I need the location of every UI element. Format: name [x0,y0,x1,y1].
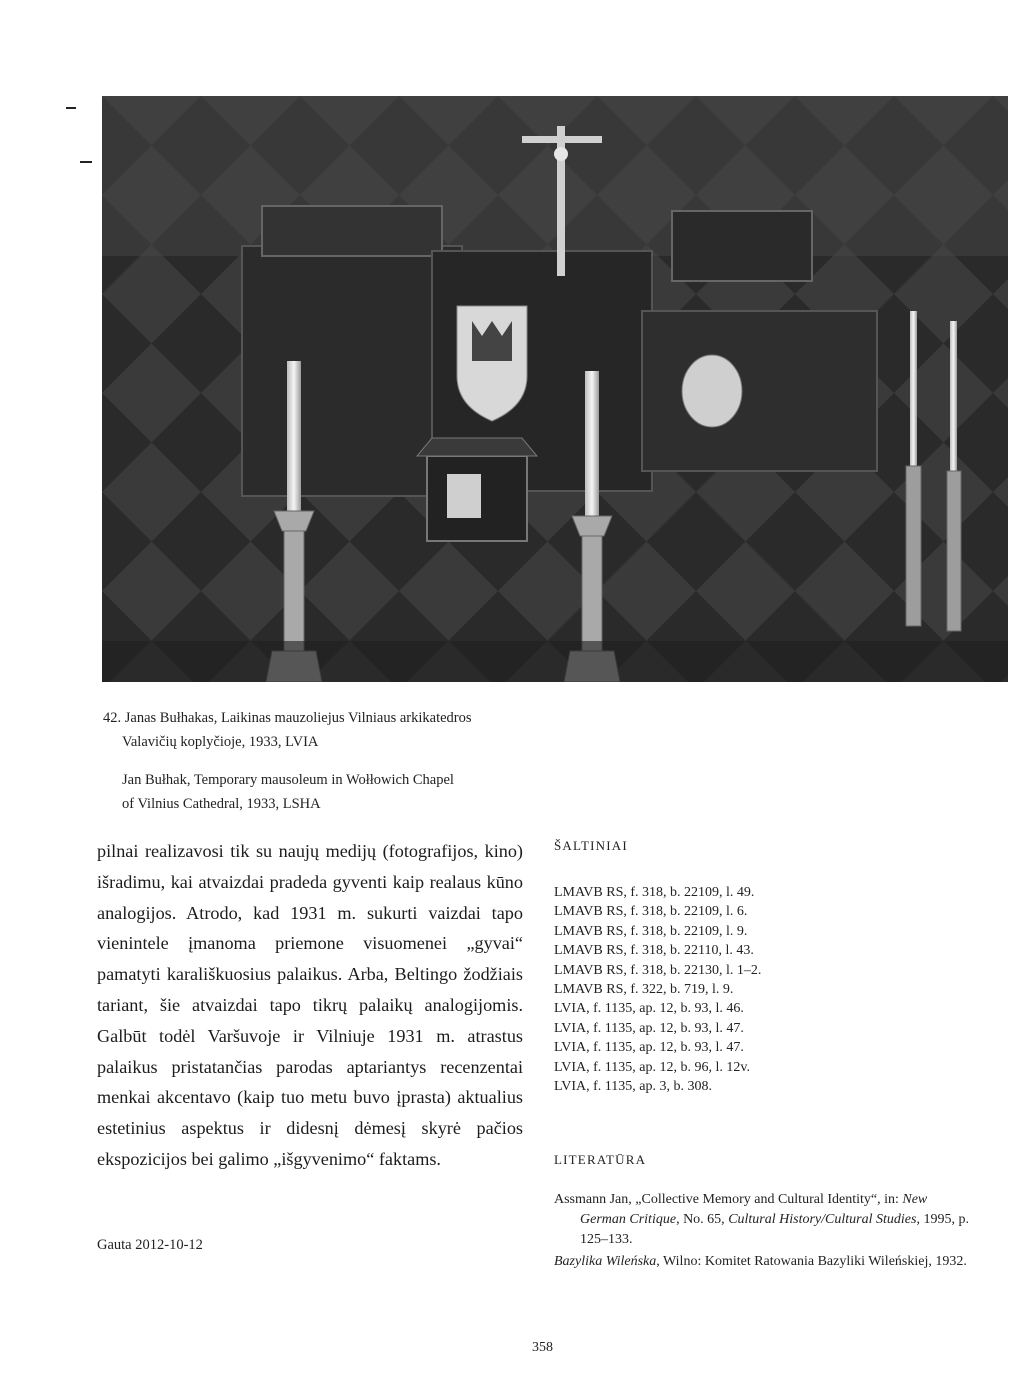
received-date: Gauta 2012-10-12 [97,1237,203,1253]
caption-lt-line-1: 42. Janas Bułhakas, Laikinas mauzoliejus Vilniaus arkikatedros [103,710,472,726]
source-item: LMAVB RS, f. 322, b. 719, l. 9. [554,982,734,998]
page-number: 358 [532,1340,553,1355]
source-item: LVIA, f. 1135, ap. 12, b. 93, l. 47. [554,1020,744,1036]
literature-list [554,1190,974,1274]
lit-title: New German Critique [580,1192,928,1227]
sources-heading: ŠALTINIAI [554,838,628,853]
lit-text: , Wilno: Komitet Ratowania Bazyliki Wileńskiej, 1932. [656,1254,967,1269]
lit-title: Bazylika Wileńska [554,1254,657,1269]
lit-text: , No. 65, [676,1212,729,1227]
literature-heading: LITERATŪRA [554,1152,647,1167]
lit-text: Assmann Jan, „Collective Memory and Cultural Identity“, in: [554,1192,903,1207]
photo-placeholder [102,96,1008,682]
source-item: LMAVB RS, f. 318, b. 22109, l. 6. [554,904,748,920]
literature-item [554,1190,974,1250]
source-item: LVIA, f. 1135, ap. 12, b. 93, l. 47. [554,1040,744,1056]
scan-mark [66,107,76,109]
source-item: LVIA, f. 1135, ap. 12, b. 93, l. 46. [554,1001,744,1017]
source-item: LMAVB RS, f. 318, b. 22109, l. 49. [554,885,755,900]
lit-title: Cultural History/Cultural Studies [728,1212,917,1227]
source-item: LMAVB RS, f. 318, b. 22110, l. 43. [554,943,754,959]
scan-mark [80,161,92,163]
source-item: LVIA, f. 1135, ap. 3, b. 308. [554,1079,713,1095]
caption-en-line-2: of Vilnius Cathedral, 1933, LSHA [122,796,321,812]
body-paragraph: pilnai realizavosi tik su naujų medijų (fotografijos, kino) išradimu, kai atvaizdai pradeda gyventi kaip realaus kūno analogijos. Atrodo, kad 1931 m. sukurti vaizdai tapo vienintele įmanoma priemone visuomenei „gyvai“ pamatyti karališkuosius palaikus. Arba, Beltingo žodžiais tariant, šie atvaizdai tapo tikrų palaikų analogijomis. Galbūt todėl Varšuvoje ir Vilniuje 1931 m. atrastus palaikus pristatančias parodas aptariantys recenzentai menkai akcentavo (kaip tuo metu buvo įprasta) aktualius estetinius aspektus ir didesnį dėmesį skyrė pačios ekspozicijos bei galimo „išgyvenimo“ faktams. [97,841,523,1169]
literature-item [554,1252,974,1272]
lit-text: , 1995, p. 125–133. [580,1212,969,1247]
source-item: LMAVB RS, f. 318, b. 22130, l. 1–2. [554,962,762,978]
sources-list [554,883,854,1096]
caption-lithuanian [103,706,563,754]
source-item: LMAVB RS, f. 318, b. 22109, l. 9. [554,923,748,939]
caption-english [103,768,563,816]
caption-lt-line-2: Valavičių koplyčioje, 1933, LVIA [122,734,319,750]
caption-en-line-1: Jan Bułhak, Temporary mausoleum in Wołłowich Chapel [122,772,454,788]
figure-photograph [102,96,1008,682]
figure-caption [103,706,563,816]
source-item: LVIA, f. 1135, ap. 12, b. 96, l. 12v. [554,1059,750,1075]
